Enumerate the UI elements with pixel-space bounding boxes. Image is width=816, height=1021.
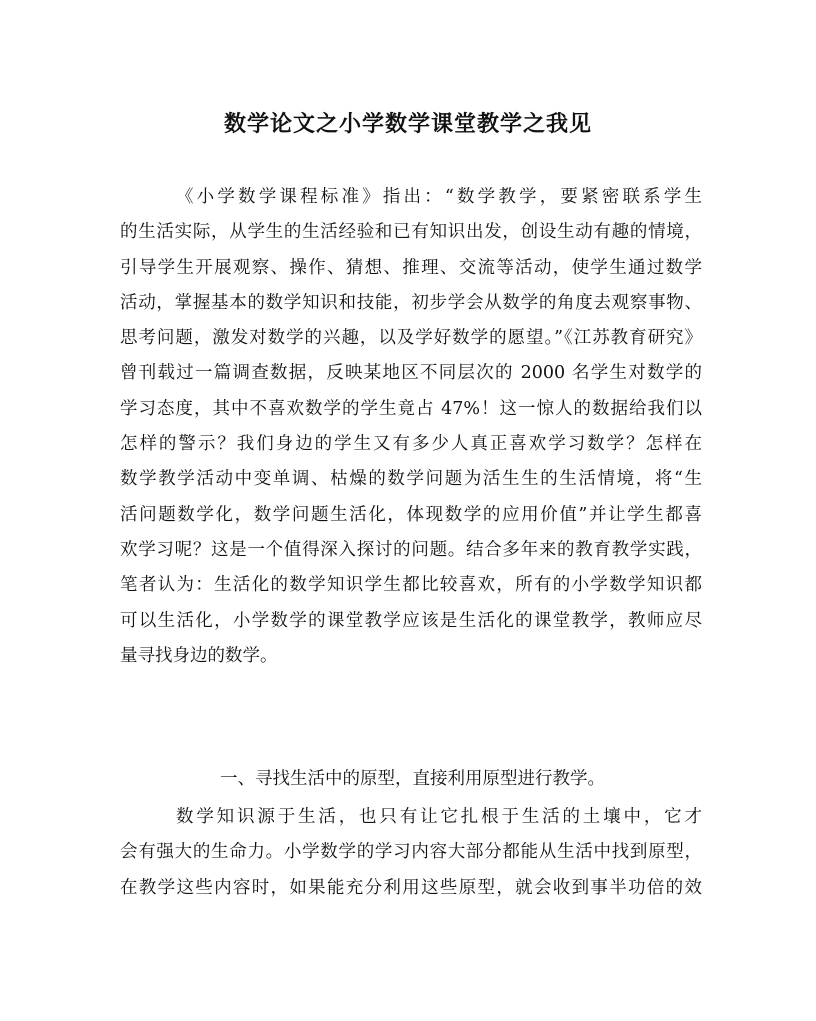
section-heading <box>120 762 702 797</box>
section-heading-text: 一、寻找生活中的原型，直接利用原型进行教学。 <box>220 769 605 789</box>
paragraph-line: 欢学习呢？这是一个值得深入探讨的问题。结合多年来的教育教学实践， <box>120 539 702 560</box>
paragraph-line: 数学教学活动中变单调、枯燥的数学问题为活生生的生活情境，将“生 <box>120 469 702 490</box>
paragraph-line: 思考问题，激发对数学的兴趣，以及学好数学的愿望。”《江苏教育研究》 <box>120 328 702 349</box>
paragraph-line: 数学知识源于生活，也只有让它扎根于生活的土壤中，它才 <box>176 807 702 827</box>
paragraph-line: 《小学数学课程标准》指出：“数学教学，要紧密联系学生 <box>176 187 702 207</box>
paragraph-line: 笔者认为：生活化的数学知识学生都比较喜欢，所有的小学数学知识都 <box>120 575 702 596</box>
paragraph-line: 会有强大的生命力。小学数学的学习内容大部分都能从生活中找到原型， <box>120 842 702 863</box>
paragraph-line: 曾刊载过一篇调查数据，反映某地区不同层次的 2000 名学生对数学的 <box>120 363 702 384</box>
document-title: 数学论文之小学数学课堂教学之我见 <box>223 111 592 137</box>
paragraph-line: 活动，掌握基本的数学知识和技能，初步学会从数学的角度去观察事物、 <box>120 292 702 313</box>
paragraph-2 <box>120 800 702 906</box>
paragraph-line: 学习态度，其中不喜欢数学的学生竟占 47%！这一惊人的数据给我们以 <box>120 398 702 419</box>
paragraph-line: 在教学这些内容时，如果能充分利用这些原型，就会收到事半功倍的效 <box>120 877 702 898</box>
paragraph-line: 怎样的警示？我们身边的学生又有多少人真正喜欢学习数学？怎样在 <box>120 434 702 455</box>
paragraph-line: 可以生活化，小学数学的课堂教学应该是生活化的课堂教学，教师应尽 <box>120 610 702 631</box>
paragraph-1 <box>120 180 702 674</box>
paragraph-line: 引导学生开展观察、操作、猜想、推理、交流等活动，使学生通过数学 <box>120 257 702 278</box>
paragraph-line: 量寻找身边的数学。 <box>120 645 278 666</box>
paragraph-line: 的生活实际，从学生的生活经验和已有知识出发，创设生动有趣的情境， <box>120 222 702 243</box>
paragraph-line: 活问题数学化，数学问题生活化，体现数学的应用价值”并让学生都喜 <box>120 504 702 525</box>
